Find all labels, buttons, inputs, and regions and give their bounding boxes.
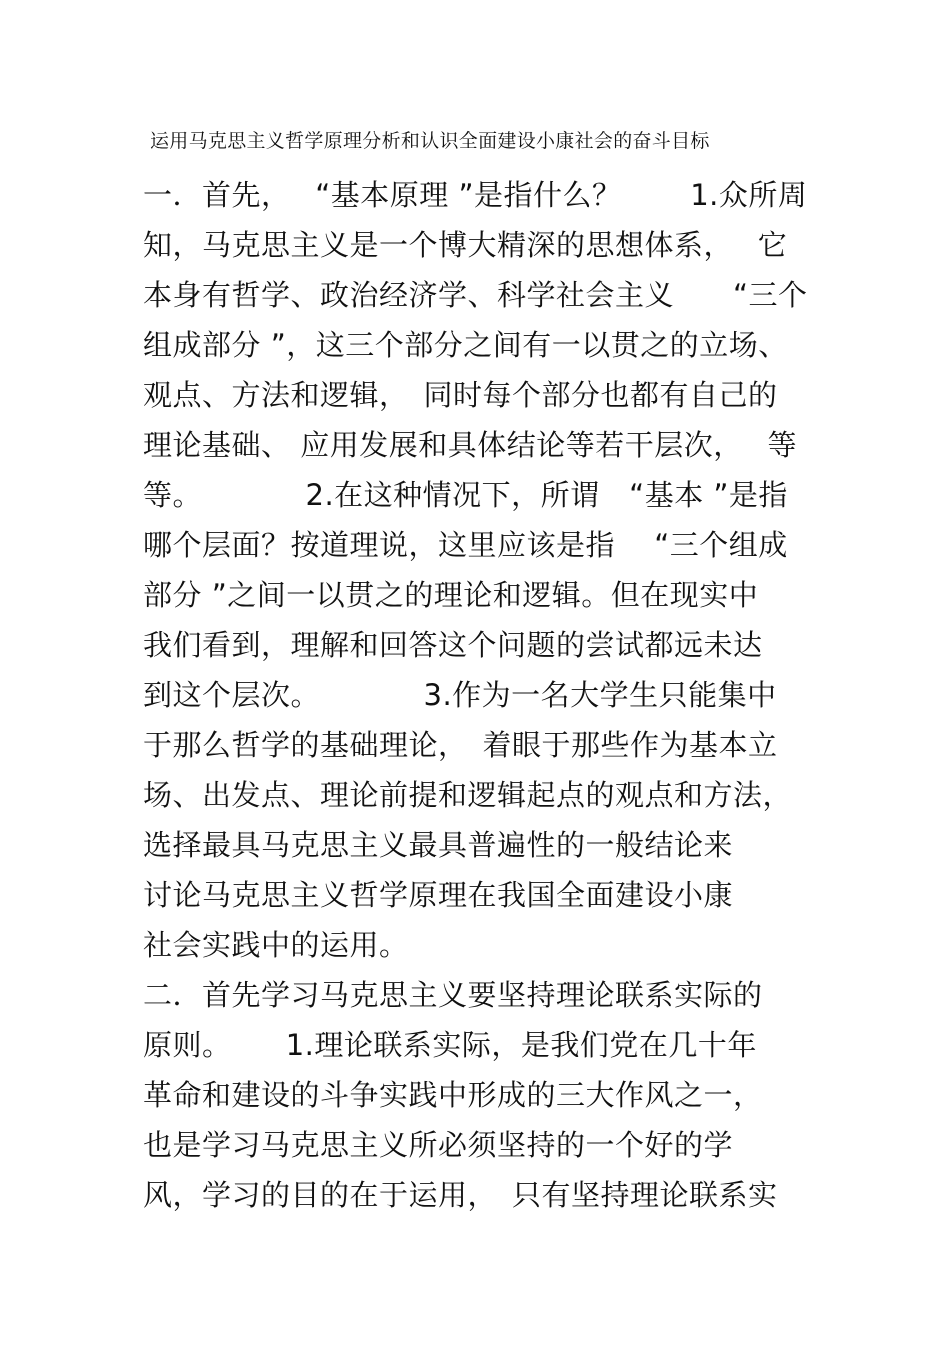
text-line: 讨论马克思主义哲学原理在我国全面建设小康 bbox=[143, 878, 734, 912]
text-line: 革命和建设的斗争实践中形成的三大作风之一， bbox=[143, 1078, 763, 1112]
text-line: 观点、方法和逻辑， 同时每个部分也都有自己的 bbox=[143, 378, 778, 412]
text-line: 原则。 1.理论联系实际，是我们党在几十年 bbox=[143, 1028, 757, 1062]
text-line: 知，马克思主义是一个博大精深的思想体系， 它 bbox=[143, 228, 788, 262]
document-body bbox=[143, 170, 843, 1220]
text-line: 二．首先学习马克思主义要坚持理论联系实际的 bbox=[143, 978, 763, 1012]
text-line: 一．首先， “基本原理 ”是指什么？ 1.众所周 bbox=[143, 178, 808, 212]
text-line: 风，学习的目的在于运用， 只有坚持理论联系实 bbox=[143, 1178, 778, 1212]
text-line: 到这个层次。 3.作为一名大学生只能集中 bbox=[143, 678, 777, 712]
text-line: 哪个层面？按道理说，这里应该是指 “三个组成 bbox=[143, 528, 788, 562]
text-line: 本身有哲学、政治经济学、科学社会主义 “三个 bbox=[143, 278, 808, 312]
text-line: 社会实践中的运用。 bbox=[143, 928, 409, 962]
text-line: 理论基础、 应用发展和具体结论等若干层次， 等 bbox=[143, 428, 797, 462]
text-line: 场、出发点、理论前提和逻辑起点的观点和方法， bbox=[143, 778, 793, 812]
text-line: 选择最具马克思主义最具普遍性的一般结论来 bbox=[143, 828, 734, 862]
document-title: 运用马克思主义哲学原理分析和认识全面建设小康社会的奋斗目标 bbox=[150, 130, 710, 152]
text-line: 组成部分 ”，这三个部分之间有一以贯之的立场、 bbox=[143, 328, 788, 362]
text-line: 也是学习马克思主义所必须坚持的一个好的学 bbox=[143, 1128, 734, 1162]
text-line: 等。 2.在这种情况下，所谓 “基本 ”是指 bbox=[143, 478, 788, 512]
text-line: 于那么哲学的基础理论， 着眼于那些作为基本立 bbox=[143, 728, 778, 762]
text-line: 我们看到，理解和回答这个问题的尝试都远未达 bbox=[143, 628, 763, 662]
text-line: 部分 ”之间一以贯之的理论和逻辑。但在现实中 bbox=[143, 578, 759, 612]
